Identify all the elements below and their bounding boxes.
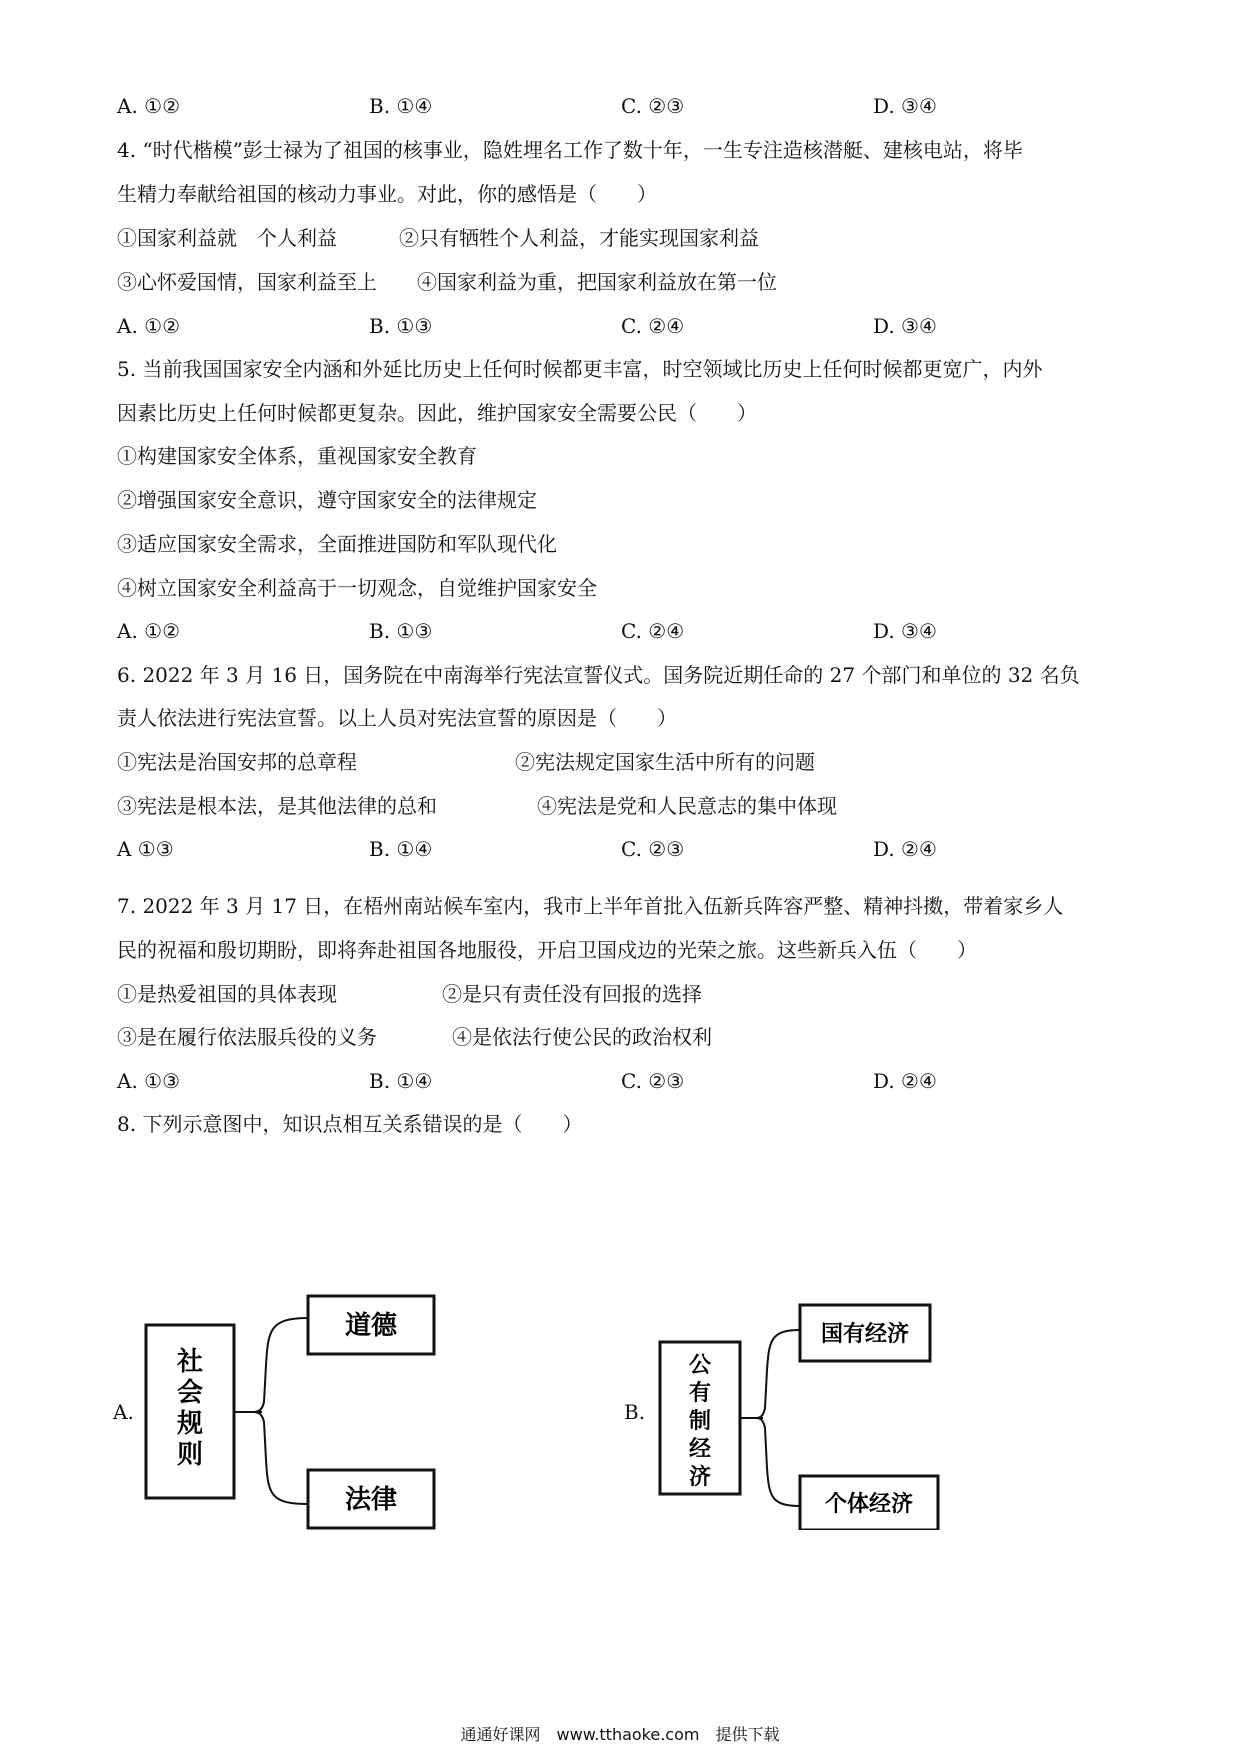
- diagram-b-brace: [740, 1330, 800, 1506]
- q6-statement-2: ②宪法规定国家生活中所有的问题: [515, 750, 815, 774]
- q6-option-b[interactable]: B. ①④: [369, 837, 433, 861]
- diagram-b-branch-2: 个体经济: [824, 1492, 914, 1517]
- q3-option-c[interactable]: C. ②③: [621, 94, 685, 118]
- q6-statement-3: ③宪法是根本法，是其他法律的总和: [117, 794, 437, 818]
- q3-option-b[interactable]: B. ①④: [369, 94, 433, 118]
- q4-stem-line2: 生精力奉献给祖国的核动力事业。对此，你的感悟是（ ）: [117, 182, 657, 206]
- q6-option-c[interactable]: C. ②③: [621, 837, 685, 861]
- q4-option-c[interactable]: C. ②④: [621, 314, 685, 338]
- q4-statements-row2: [117, 268, 1017, 296]
- q4-option-a[interactable]: A. ①②: [117, 314, 181, 338]
- q5-statement-3: ③适应国家安全需求，全面推进国防和军队现代化: [117, 532, 557, 556]
- diagram-a-branch-2: 法律: [344, 1485, 398, 1515]
- q6-statements-row2: [117, 792, 1017, 820]
- q6-statement-4: ④宪法是党和人民意志的集中体现: [537, 794, 837, 818]
- q7-statements-row2: [117, 1023, 1017, 1051]
- diagram-a-root-char-1: 社: [176, 1347, 204, 1377]
- q6-options: [117, 835, 1017, 863]
- q4-statement-2: ②只有牺牲个人利益，才能实现国家利益: [399, 226, 759, 250]
- q7-option-a[interactable]: A. ①③: [117, 1069, 181, 1093]
- q5-option-c[interactable]: C. ②④: [621, 619, 685, 643]
- q5-option-d[interactable]: D. ③④: [873, 619, 937, 643]
- q3-option-d[interactable]: D. ③④: [873, 94, 937, 118]
- q4-statement-1: ①国家利益就 个人利益: [117, 226, 337, 250]
- q3-option-a[interactable]: A. ①②: [117, 94, 181, 118]
- diagram-a: [140, 1290, 450, 1530]
- q7-stem-line1: 7. 2022 年 3 月 17 日，在梧州南站候车室内，我市上半年首批入伍新兵阵容严整、精神抖擞，带着家乡人: [117, 894, 1064, 918]
- q7-statement-4: ④是依法行使公民的政治权利: [452, 1025, 712, 1049]
- diagram-b-root-char-2: 有: [688, 1381, 712, 1406]
- diagram-a-branch-1: 道德: [344, 1311, 398, 1341]
- q5-statement-2: ②增强国家安全意识，遵守国家安全的法律规定: [117, 488, 537, 512]
- q7-statement-3: ③是在履行依法服兵役的义务: [117, 1025, 377, 1049]
- q4-option-d[interactable]: D. ③④: [873, 314, 937, 338]
- q4-statement-3: ③心怀爱国情，国家利益至上: [117, 270, 377, 294]
- q5-option-a[interactable]: A. ①②: [117, 619, 181, 643]
- q6-statement-1: ①宪法是治国安邦的总章程: [117, 750, 357, 774]
- q4-option-b[interactable]: B. ①③: [369, 314, 433, 338]
- diagram-b-branch-1: 国有经济: [820, 1322, 910, 1347]
- q5-statement-1: ①构建国家安全体系，重视国家安全教育: [117, 444, 477, 468]
- q6-option-a[interactable]: A ①③: [117, 837, 174, 861]
- q5-option-b[interactable]: B. ①③: [369, 619, 433, 643]
- q6-option-d[interactable]: D. ②④: [873, 837, 937, 861]
- q8-stem: 8. 下列示意图中，知识点相互关系错误的是（ ）: [117, 1112, 583, 1136]
- q7-option-d[interactable]: D. ②④: [873, 1069, 937, 1093]
- q7-stem-line2: 民的祝福和殷切期盼，即将奔赴祖国各地服役，开启卫国戍边的光荣之旅。这些新兵入伍（ ）: [117, 938, 977, 962]
- q5-options: [117, 617, 1017, 645]
- q7-option-b[interactable]: B. ①④: [369, 1069, 433, 1093]
- q4-statements-row1: [117, 224, 1017, 252]
- diagram-b-root-char-1: 公: [688, 1353, 712, 1378]
- diagram-a-label[interactable]: A.: [113, 1400, 134, 1424]
- q6-stem-line1: 6. 2022 年 3 月 16 日，国务院在中南海举行宪法宣誓仪式。国务院近期任命的 27 个部门和单位的 32 名负: [117, 663, 1080, 687]
- diagram-b-root-char-4: 经: [688, 1437, 712, 1462]
- q6-stem-line2: 责人依法进行宪法宣誓。以上人员对宪法宣誓的原因是（ ）: [117, 706, 677, 730]
- diagram-b-root-char-5: 济: [688, 1465, 712, 1490]
- diagram-a-root-char-4: 则: [176, 1440, 204, 1470]
- diagram-b-label[interactable]: B.: [624, 1400, 646, 1424]
- q4-stem-line1: 4. “时代楷模”彭士禄为了祖国的核事业，隐姓埋名工作了数十年，一生专注造核潜艇、建核电站，将毕: [117, 138, 1023, 162]
- diagram-b: [655, 1300, 955, 1530]
- q7-statement-1: ①是热爱祖国的具体表现: [117, 982, 337, 1006]
- q5-stem-line1: 5. 当前我国国家安全内涵和外延比历史上任何时候都更丰富，时空领域比历史上任何时候都更宽广，内外: [117, 357, 1043, 381]
- diagram-a-root-char-2: 会: [176, 1378, 204, 1408]
- diagram-a-brace: [234, 1318, 308, 1504]
- q6-statements-row1: [117, 748, 1017, 776]
- q7-statement-2: ②是只有责任没有回报的选择: [442, 982, 702, 1006]
- q5-stem-line2: 因素比历史上任何时候都更复杂。因此，维护国家安全需要公民（ ）: [117, 401, 757, 425]
- q4-options: [117, 312, 1017, 340]
- q7-options: [117, 1067, 1017, 1095]
- q5-statement-4: ④树立国家安全利益高于一切观念，自觉维护国家安全: [117, 576, 597, 600]
- q7-statements-row1: [117, 980, 1017, 1008]
- q4-statement-4: ④国家利益为重，把国家利益放在第一位: [417, 270, 777, 294]
- page-footer: 通通好课网 www.tthaoke.com 提供下载: [460, 1725, 780, 1744]
- diagram-a-root-char-3: 规: [176, 1409, 204, 1439]
- q7-option-c[interactable]: C. ②③: [621, 1069, 685, 1093]
- diagram-b-root-char-3: 制: [688, 1409, 712, 1434]
- q3-options: [117, 92, 1017, 120]
